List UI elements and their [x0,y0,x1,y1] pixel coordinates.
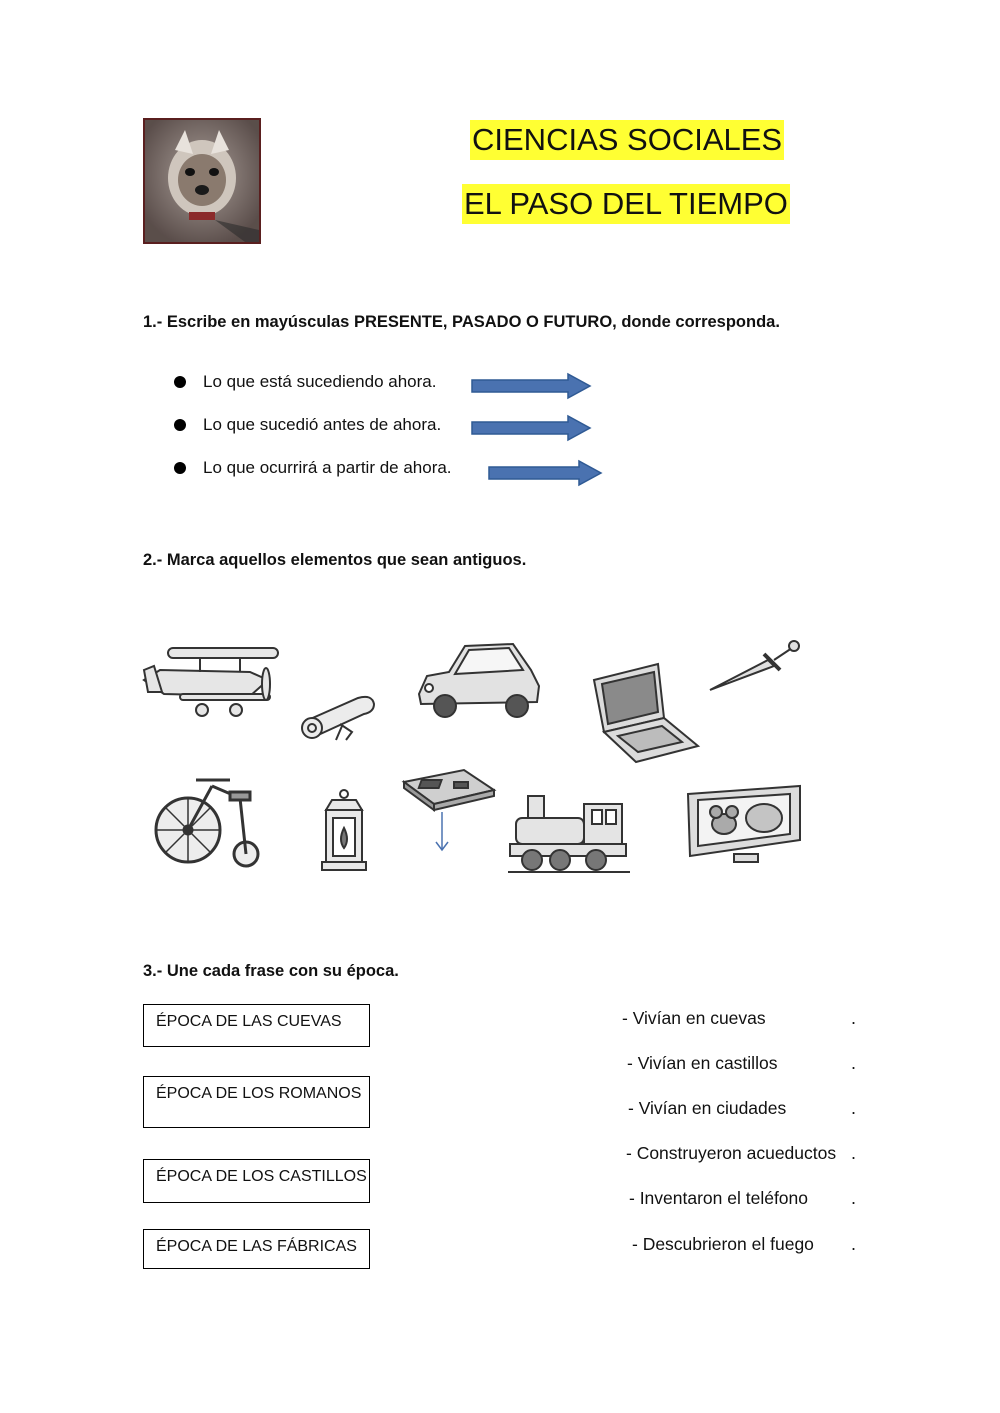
phrase-item[interactable]: - Construyeron acueductos [626,1143,837,1163]
bullet-icon [174,376,186,388]
era-box-castillos[interactable]: ÉPOCA DE LOS CASTILLOS [143,1159,370,1203]
title-line-1: CIENCIAS SOCIALES [470,120,784,160]
phrase-item[interactable]: - Descubrieron el fuego [632,1234,814,1254]
connector-dot[interactable]: . [851,1188,857,1208]
phrase-item[interactable]: - Vivían en cuevas [622,1008,766,1028]
steam-train-icon [508,794,630,874]
connector-dot[interactable]: . [851,1053,857,1073]
question-1-title: 1.- Escribe en mayúsculas PRESENTE, PASADO O FUTURO, donde corresponda. [143,313,780,331]
laptop-icon [590,660,702,766]
title-line-2: EL PASO DEL TIEMPO [462,184,790,224]
era-box-cuevas[interactable]: ÉPOCA DE LAS CUEVAS [143,1004,370,1047]
era-box-fabricas[interactable]: ÉPOCA DE LAS FÁBRICAS [143,1229,370,1269]
airplane-icon [140,640,282,720]
connector-dot[interactable]: . [851,1008,857,1028]
phrase-item[interactable]: - Vivían en ciudades [628,1098,787,1118]
sword-icon [706,636,802,694]
list-item-text: Lo que sucedió antes de ahora. [203,415,442,434]
question-2-title: 2.- Marca aquellos elementos que sean antiguos. [143,551,527,569]
bullet-icon [174,419,186,431]
list-item [174,415,441,435]
connector-dot[interactable]: . [851,1098,857,1118]
connector-dot[interactable]: . [851,1234,857,1254]
lantern-icon [316,788,372,874]
question-3-title: 3.- Une cada frase con su época. [143,962,399,980]
bullet-icon [174,462,186,474]
tricycle-icon [150,766,262,870]
scroll-icon [298,690,380,746]
connector-dot[interactable]: . [851,1143,857,1163]
list-item-text: Lo que está sucediendo ahora. [203,372,437,391]
phrase-item[interactable]: - Inventaron el teléfono [629,1188,809,1208]
list-item [174,458,452,478]
circuit-board-icon [400,768,498,854]
arrow-right-icon [470,372,594,400]
phrase-item[interactable]: - Vivían en castillos [627,1053,778,1073]
car-icon [413,636,545,724]
arrow-right-icon [487,459,605,487]
list-item-text: Lo que ocurrirá a partir de ahora. [203,458,452,477]
arrow-right-icon [470,414,594,442]
list-item [174,372,436,392]
television-icon [684,784,804,864]
dog-photo-icon [143,118,261,244]
era-box-romanos[interactable]: ÉPOCA DE LOS ROMANOS [143,1076,370,1128]
